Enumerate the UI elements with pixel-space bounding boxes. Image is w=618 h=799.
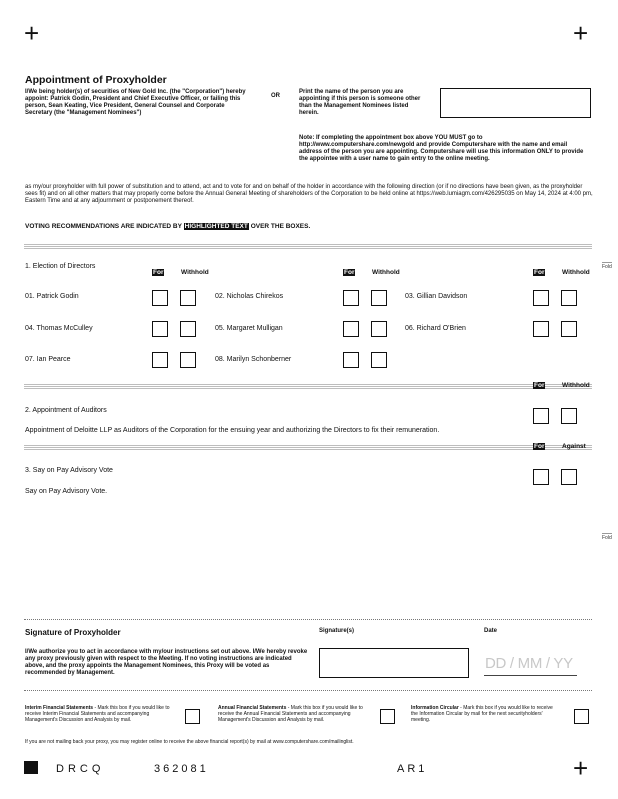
- vote-withhold-checkbox[interactable]: [371, 321, 387, 337]
- voting-rec-highlight: HIGHLIGHTED TEXT: [184, 223, 248, 230]
- auditors-text: Appointment of Deloitte LLP as Auditors of the Corporation for the ensuing year and authorizing the Directors to fix their remuneration.: [25, 427, 440, 434]
- section-divider: [24, 384, 592, 389]
- fold-line: [602, 533, 612, 534]
- nominee-label: 01. Patrick Godin: [25, 293, 79, 300]
- header-for: For: [534, 269, 545, 276]
- nominee-label: 06. Richard O'Brien: [405, 325, 466, 332]
- auditors-title: 2. Appointment of Auditors: [25, 407, 107, 414]
- signature-field[interactable]: [319, 648, 469, 678]
- voting-recommendations: [25, 223, 310, 230]
- interim-statements-checkbox[interactable]: [185, 709, 200, 724]
- header-for: For: [344, 269, 355, 276]
- interim-description: - Mark this box if you would like to receive Interim Financial Statements and accompanying Management's Discussion and Analysis by mail.: [25, 705, 170, 723]
- fold-label: Fold: [602, 535, 612, 541]
- vote-against-checkbox[interactable]: [561, 469, 577, 485]
- header-withhold: Withhold: [372, 269, 400, 276]
- nominee-label: 08. Marilyn Schonberner: [215, 356, 292, 363]
- vote-for-checkbox[interactable]: [152, 290, 168, 306]
- form-version: AR1: [397, 763, 428, 775]
- proxy-paragraph: as my/our proxyholder with full power of substitution and to attend, act and to vote for and on behalf of the holder in accordance with the following direction (or if no directions have been given, as the proxyholder sees fit) and on all other matters that may properly come before the Annual General Meeting of shareholders of the Corporation to be held online at https://web.lumiagm.com/426295035 on May 14, 2024 at 4:00 pm, Eastern Time and at any adjournment or postponement thereof.: [25, 184, 593, 204]
- annual-statements-text: [218, 705, 373, 723]
- say-on-pay-text: Say on Pay Advisory Vote.: [25, 488, 108, 495]
- signature-label: Signature(s): [319, 628, 355, 634]
- information-circular-checkbox[interactable]: [574, 709, 589, 724]
- election-title: 1. Election of Directors: [25, 263, 96, 270]
- vote-for-checkbox[interactable]: [533, 408, 549, 424]
- mailing-list-text: If you are not mailing back your proxy, you may register online to receive the above financial report(s) by mail at www.computershare.com/mailinglist.: [25, 739, 354, 745]
- vote-withhold-checkbox[interactable]: [180, 352, 196, 368]
- page-title: Appointment of Proxyholder: [25, 74, 167, 86]
- vote-for-checkbox[interactable]: [152, 352, 168, 368]
- vote-withhold-checkbox[interactable]: [371, 290, 387, 306]
- form-number: 362081: [154, 763, 209, 775]
- section-divider: [24, 619, 592, 620]
- vote-for-checkbox[interactable]: [343, 352, 359, 368]
- vote-withhold-checkbox[interactable]: [371, 352, 387, 368]
- date-label: Date: [484, 628, 498, 634]
- vote-for-checkbox[interactable]: [533, 321, 549, 337]
- note-text: Note: If completing the appointment box above YOU MUST go to http://www.computershare.com/newgold and provide Computershare with the name and email address of the person you are appointing. Computershare will use this information ONLY to provide the appointee with a user name to gain entry to the online meeting.: [299, 135, 584, 162]
- header-against: Against: [562, 443, 586, 450]
- print-name-instructions: Print the name of the person you are appointing if this person is someone other than the Management Nominees listed herein.: [299, 89, 421, 116]
- date-underline: [484, 675, 577, 676]
- nominee-label: 03. Gillian Davidson: [405, 293, 468, 300]
- circular-description: - Mark this box if you would like to receive the Information Circular by mail for the next securityholders' meeting.: [411, 705, 553, 723]
- vote-withhold-checkbox[interactable]: [180, 290, 196, 306]
- section-divider: [24, 690, 592, 691]
- information-circular-text: [411, 705, 561, 723]
- annual-description: - Mark this box if you would like to receive the Annual Financial Statements and accompanying Management's Discussion and Analysis by mail.: [218, 705, 363, 723]
- header-withhold: Withhold: [562, 382, 590, 389]
- circular-title: Information Circular: [411, 705, 459, 711]
- vote-for-checkbox[interactable]: [533, 290, 549, 306]
- section-divider: [24, 244, 592, 249]
- nominee-label: 05. Margaret Mulligan: [215, 325, 283, 332]
- interim-statements-text: [25, 705, 178, 723]
- or-label: OR: [271, 93, 280, 99]
- registration-square: [24, 761, 38, 774]
- vote-withhold-checkbox[interactable]: [561, 290, 577, 306]
- annual-statements-checkbox[interactable]: [380, 709, 395, 724]
- header-withhold: Withhold: [181, 269, 209, 276]
- header-for: For: [534, 443, 545, 450]
- header-for: For: [153, 269, 164, 276]
- vote-withhold-checkbox[interactable]: [180, 321, 196, 337]
- vote-withhold-checkbox[interactable]: [561, 321, 577, 337]
- date-field[interactable]: DD / MM / YY: [485, 655, 573, 672]
- signature-title: Signature of Proxyholder: [25, 628, 121, 637]
- nominee-label: 02. Nicholas Chirekos: [215, 293, 284, 300]
- vote-withhold-checkbox[interactable]: [561, 408, 577, 424]
- fold-line: [602, 262, 612, 263]
- vote-for-checkbox[interactable]: [343, 290, 359, 306]
- proxyholder-name-field[interactable]: [440, 88, 591, 118]
- nominee-label: 07. Ian Pearce: [25, 356, 71, 363]
- crop-mark-top-right: +: [573, 18, 589, 48]
- vote-for-checkbox[interactable]: [343, 321, 359, 337]
- crop-mark-bottom-right: +: [573, 753, 589, 783]
- voting-rec-suffix: OVER THE BOXES.: [250, 223, 311, 230]
- voting-rec-prefix: VOTING RECOMMENDATIONS ARE INDICATED BY: [25, 223, 182, 230]
- form-code: DRCQ: [56, 763, 105, 775]
- header-withhold: Withhold: [562, 269, 590, 276]
- annual-title: Annual Financial Statements: [218, 705, 287, 711]
- vote-for-checkbox[interactable]: [152, 321, 168, 337]
- nominee-label: 04. Thomas McCulley: [25, 325, 93, 332]
- say-on-pay-title: 3. Say on Pay Advisory Vote: [25, 467, 113, 474]
- vote-for-checkbox[interactable]: [533, 469, 549, 485]
- crop-mark-top-left: +: [24, 18, 40, 48]
- appointment-text: I/We being holder(s) of securities of New Gold Inc. (the "Corporation") hereby appoint: Patrick Godin, President and Chief Executive Officer, or failing this person, Sean Keating, Vice President, General Counsel and Corporate Secretary (the "Management Nominees"): [25, 89, 246, 116]
- section-divider: [24, 445, 592, 450]
- header-for: For: [534, 382, 545, 389]
- fold-label: Fold: [602, 264, 612, 270]
- interim-title: Interim Financial Statements: [25, 705, 94, 711]
- signature-authorization-text: I/We authorize you to act in accordance with my/our instructions set out above. I/We hereby revoke any proxy previously given with respect to the Meeting. If no voting instructions are indicated above, and the proxy appoints the Management Nominees, this Proxy will be voted as recommended by Management.: [25, 649, 308, 676]
